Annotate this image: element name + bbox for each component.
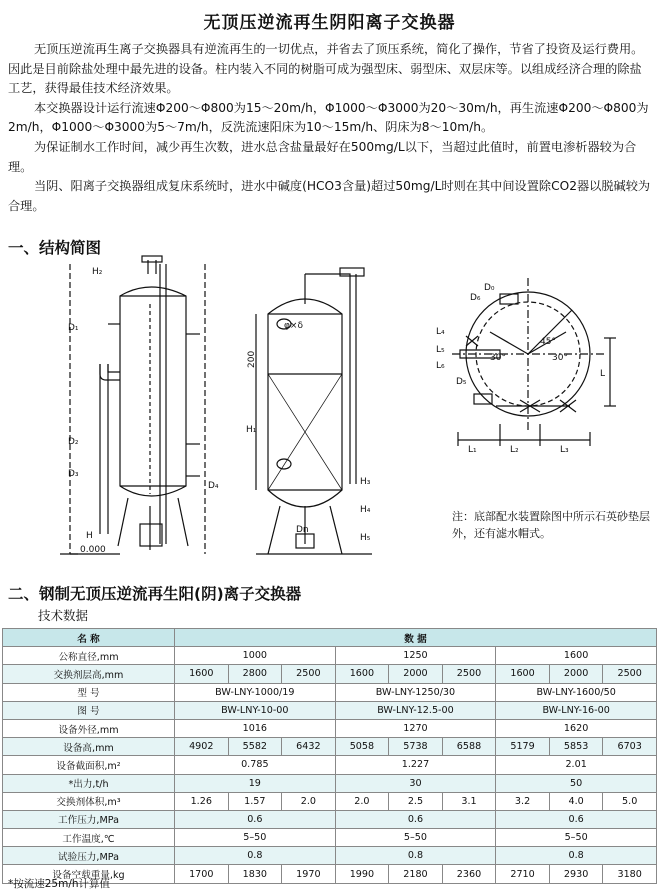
table-cell: 0.8 xyxy=(335,847,496,865)
table-cell: 3.1 xyxy=(442,792,496,810)
table-row xyxy=(3,774,657,792)
table-cell: 5179 xyxy=(496,738,550,756)
table-cell: 1600 xyxy=(335,665,389,683)
table-cell: 2500 xyxy=(282,665,336,683)
table-cell: 0.785 xyxy=(175,756,336,774)
table-cell: 50 xyxy=(496,774,657,792)
table-cell: 1970 xyxy=(282,865,336,883)
label-l: L xyxy=(600,369,606,379)
row-label: 设备空载重量,kg xyxy=(3,865,175,883)
intro-paragraph: 本交换器设计运行流速Φ200～Φ800为15～20m/h，Φ1000～Φ3000为20～30m/h，再生流速Φ200～Φ800为2m/h，Φ1000～Φ3000为5～7m/h，反洗流速阳床为10～15m/h、阴床为8～10m/h。 xyxy=(8,100,649,135)
label-dn: Dn xyxy=(296,525,309,535)
table-cell: 1250 xyxy=(335,647,496,665)
table-cell: 1990 xyxy=(335,865,389,883)
table-cell: 0.8 xyxy=(496,847,657,865)
table-cell: 0.6 xyxy=(175,810,336,828)
table-cell: BW-LNY-1600/50 xyxy=(496,683,657,701)
label-l2: L₂ xyxy=(510,445,519,455)
row-label: 交换剂体积,m³ xyxy=(3,792,175,810)
table-cell: 5853 xyxy=(549,738,603,756)
table-cell: BW-LNY-10-00 xyxy=(175,701,336,719)
label-d2: D₂ xyxy=(68,437,79,447)
section-heading-structure: 一、结构简图 xyxy=(8,239,102,257)
table-cell: 19 xyxy=(175,774,336,792)
table-cell: 0.6 xyxy=(496,810,657,828)
table-cell: BW-LNY-12.5-00 xyxy=(335,701,496,719)
table-row xyxy=(3,738,657,756)
table-cell: 2360 xyxy=(442,865,496,883)
table-cell: 0.6 xyxy=(335,810,496,828)
label-d0: D₀ xyxy=(484,283,495,293)
table-cell: 5–50 xyxy=(175,829,336,847)
table-cell: 2500 xyxy=(603,665,657,683)
table-cell: 1.227 xyxy=(335,756,496,774)
intro-text xyxy=(8,40,653,216)
table-cell: 2000 xyxy=(389,665,443,683)
table-cell: 1620 xyxy=(496,719,657,737)
label-l4: L₄ xyxy=(436,327,445,337)
label-d6: D₆ xyxy=(470,293,481,303)
row-label: 试验压力,MPa xyxy=(3,847,175,865)
table-cell: 5.0 xyxy=(603,792,657,810)
spec-table xyxy=(2,628,657,884)
label-d4: D₄ xyxy=(208,481,219,491)
table-cell: 1000 xyxy=(175,647,336,665)
table-cell: 5738 xyxy=(389,738,443,756)
table-cell: 30 xyxy=(335,774,496,792)
table-row xyxy=(3,847,657,865)
label-h4: H₄ xyxy=(360,505,371,515)
label-45deg: 45° xyxy=(540,337,556,347)
table-cell: 0.8 xyxy=(175,847,336,865)
plan-view-drawing xyxy=(452,278,616,446)
table-cell: 2.0 xyxy=(282,792,336,810)
table-cell: 5058 xyxy=(335,738,389,756)
table-cell: 1600 xyxy=(496,647,657,665)
table-cell: 1830 xyxy=(228,865,282,883)
row-label: 图 号 xyxy=(3,701,175,719)
table-cell: 2180 xyxy=(389,865,443,883)
table-cell: 1.57 xyxy=(228,792,282,810)
label-h5: H₅ xyxy=(360,533,371,543)
table-row xyxy=(3,719,657,737)
diagram-note: 注：底部配水装置除图中所示石英砂垫层外，还有滤水帽式。 xyxy=(452,510,650,540)
label-manhole: φ×δ xyxy=(284,321,303,331)
row-label: 型 号 xyxy=(3,683,175,701)
table-row xyxy=(3,701,657,719)
label-30deg-right: 30° xyxy=(552,353,568,363)
table-cell: 5–50 xyxy=(335,829,496,847)
table-cell: 2800 xyxy=(228,665,282,683)
row-label: 设备高,mm xyxy=(3,738,175,756)
technical-data-label: 技术数据 xyxy=(38,608,89,623)
table-cell: 4902 xyxy=(175,738,229,756)
label-l1: L₁ xyxy=(468,445,477,455)
table-cell: 6432 xyxy=(282,738,336,756)
label-200: 200 xyxy=(247,350,257,368)
table-cell: 1.26 xyxy=(175,792,229,810)
table-cell: 4.0 xyxy=(549,792,603,810)
table-cell: 5582 xyxy=(228,738,282,756)
header-data: 数 据 xyxy=(175,629,657,647)
table-cell: 1270 xyxy=(335,719,496,737)
table-cell: BW-LNY-16-00 xyxy=(496,701,657,719)
label-h1: H₁ xyxy=(246,425,257,435)
left-vessel-drawing xyxy=(60,256,205,554)
label-d1: D₁ xyxy=(68,323,79,333)
row-label: 交换剂层高,mm xyxy=(3,665,175,683)
table-row xyxy=(3,829,657,847)
table-cell: 2710 xyxy=(496,865,550,883)
row-label: 工作压力,MPa xyxy=(3,810,175,828)
header-name: 名 称 xyxy=(3,629,175,647)
row-label: 设备截面积,m² xyxy=(3,756,175,774)
table-cell: 2500 xyxy=(442,665,496,683)
row-label: 设备外径,mm xyxy=(3,719,175,737)
label-zero: 0.000 xyxy=(80,545,106,555)
page-title: 无顶压逆流再生阴阳离子交换器 xyxy=(203,13,456,33)
table-cell: 1600 xyxy=(496,665,550,683)
label-h2: H₂ xyxy=(92,267,103,277)
table-row xyxy=(3,665,657,683)
label-h: H xyxy=(86,531,93,541)
table-cell: 3180 xyxy=(603,865,657,883)
table-cell: 6588 xyxy=(442,738,496,756)
intro-paragraph: 为保证制水工作时间，减少再生次数，进水总含盐量最好在500mg/L以下，当超过此值时，前置电渗析器较为合理。 xyxy=(8,139,637,174)
label-d3: D₃ xyxy=(68,469,79,479)
row-label: 公称直径,mm xyxy=(3,647,175,665)
table-cell: 2000 xyxy=(549,665,603,683)
table-row xyxy=(3,756,657,774)
table-row xyxy=(3,647,657,665)
label-30deg-left: 30° xyxy=(490,353,506,363)
intro-paragraph: 无顶压逆流再生离子交换器具有逆流再生的一切优点，并省去了顶压系统，简化了操作，节省了投资及运行费用。因此是目前除盐处理中最先进的设备。柱内装入不同的树脂可成为强型床、弱型床、双层床等。以组成经济合理的除盐工艺，获得最佳技术经济效果。 xyxy=(8,42,644,96)
label-h3: H₃ xyxy=(360,477,371,487)
table-row xyxy=(3,792,657,810)
table-cell: BW-LNY-1250/30 xyxy=(335,683,496,701)
label-l5: L₅ xyxy=(436,345,445,355)
middle-vessel-drawing xyxy=(256,268,372,554)
table-cell: 5–50 xyxy=(496,829,657,847)
intro-paragraph: 当阴、阳离子交换器组成复床系统时，进水中碱度(HCO3含量)超过50mg/L时则在其中间设置除CO2器以脱碱较为合理。 xyxy=(8,179,651,213)
label-l3: L₃ xyxy=(560,445,569,455)
table-row xyxy=(3,810,657,828)
table-cell: 2930 xyxy=(549,865,603,883)
table-cell: 2.5 xyxy=(389,792,443,810)
table-cell: 1700 xyxy=(175,865,229,883)
label-l6: L₆ xyxy=(436,361,445,371)
label-d5: D₅ xyxy=(456,377,467,387)
table-cell: 2.0 xyxy=(335,792,389,810)
footnote: *按流速25m/h计算值 xyxy=(8,878,111,890)
table-row xyxy=(3,683,657,701)
row-label: *出力,t/h xyxy=(3,774,175,792)
table-cell: 3.2 xyxy=(496,792,550,810)
table-cell: 1016 xyxy=(175,719,336,737)
table-cell: BW-LNY-1000/19 xyxy=(175,683,336,701)
table-cell: 1600 xyxy=(175,665,229,683)
table-cell: 6703 xyxy=(603,738,657,756)
table-cell: 2.01 xyxy=(496,756,657,774)
section-heading-specs: 二、钢制无顶压逆流再生阳(阴)离子交换器 xyxy=(8,585,302,603)
row-label: 工作温度,℃ xyxy=(3,829,175,847)
table-header-row xyxy=(3,629,657,647)
